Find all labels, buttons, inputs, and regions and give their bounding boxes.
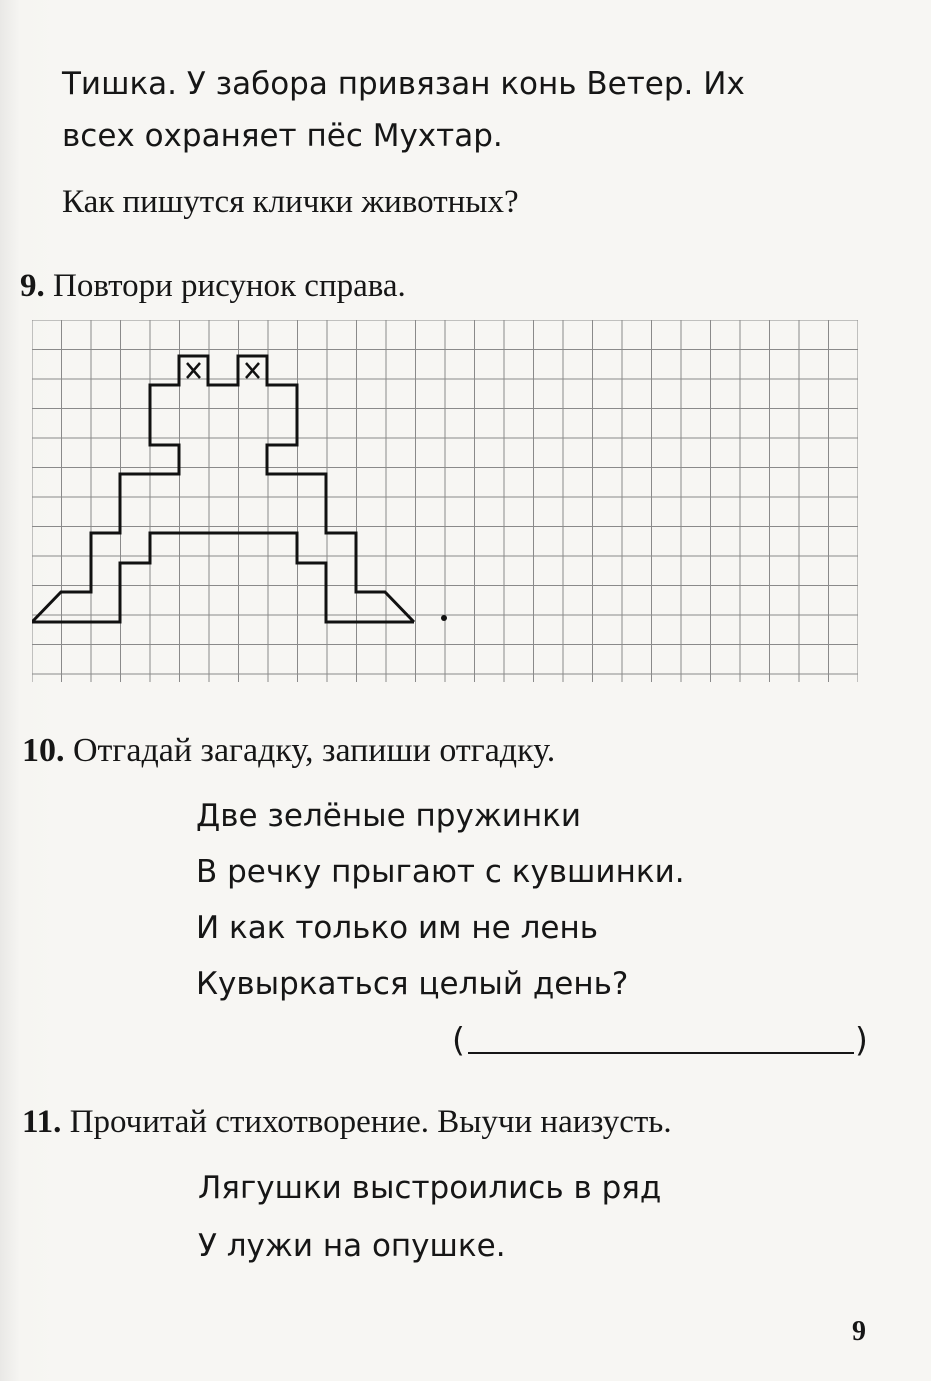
answer-open-paren: ( bbox=[452, 1020, 465, 1059]
grid-lines bbox=[32, 320, 858, 682]
task-11-heading bbox=[22, 1104, 672, 1141]
riddle-line-3: И как только им не лень bbox=[196, 910, 599, 946]
riddle-line-2: В речку прыгают с кувшинки. bbox=[196, 854, 685, 890]
task-10-number: 10. bbox=[22, 732, 65, 769]
start-dot bbox=[441, 615, 447, 621]
task-9-heading bbox=[20, 268, 406, 305]
intro-line-2: всех охраняет пёс Мухтар. bbox=[62, 118, 503, 154]
task-9-number: 9. bbox=[20, 268, 45, 304]
answer-field[interactable] bbox=[468, 1052, 854, 1054]
riddle-line-4: Кувыркаться целый день? bbox=[196, 966, 629, 1002]
intro-line-1: Тишка. У забора привязан конь Ветер. Их bbox=[62, 66, 745, 102]
riddle-line-1: Две зелёные пружинки bbox=[196, 798, 582, 834]
answer-close-paren: ) bbox=[855, 1020, 868, 1059]
task-10-heading bbox=[22, 732, 555, 770]
poem-line-1: Лягушки выстроились в ряд bbox=[198, 1170, 662, 1206]
page-number: 9 bbox=[852, 1316, 866, 1347]
task-11-text: Прочитай стихотворение. Выучи наизусть. bbox=[69, 1104, 672, 1140]
intro-question: Как пишутся клички животных? bbox=[62, 184, 519, 220]
drawing-grid bbox=[32, 320, 858, 682]
task-11-number: 11. bbox=[22, 1104, 62, 1140]
frog-eyes bbox=[187, 363, 259, 378]
task-9-text: Повтори рисунок справа. bbox=[53, 268, 406, 304]
poem-line-2: У лужи на опушке. bbox=[198, 1228, 506, 1264]
task-10-text: Отгадай загадку, запиши отгадку. bbox=[73, 732, 556, 769]
